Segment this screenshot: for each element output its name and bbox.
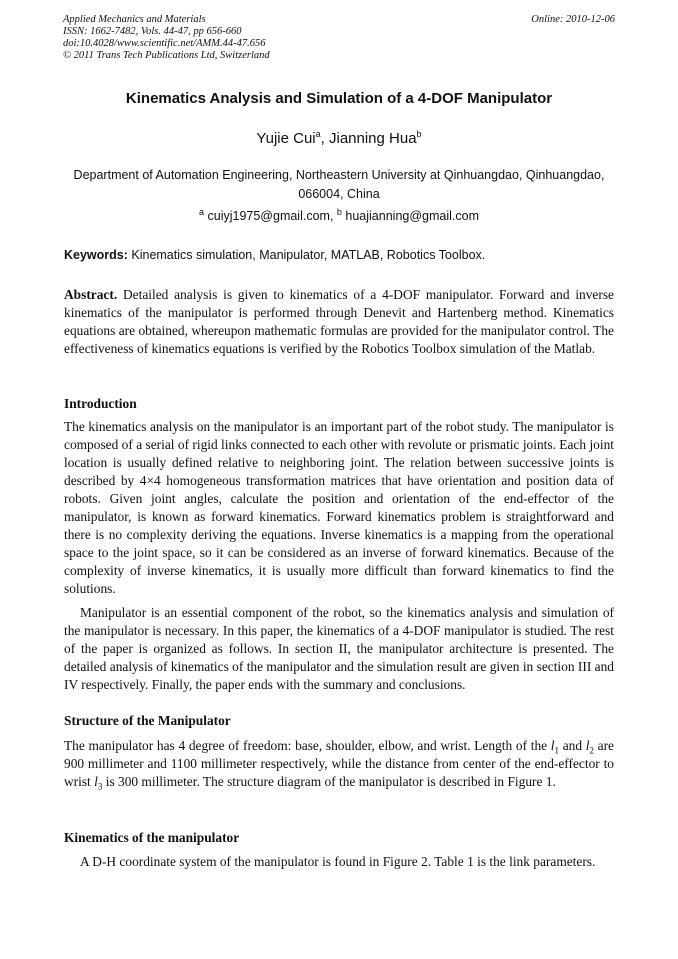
author-name: Jianning Hua: [328, 130, 417, 147]
subscript: 3: [97, 781, 103, 792]
abstract-text: Detailed analysis is given to kinematics of a 4-DOF manipulator. Forward and inverse kinematics of the manipulator is performed through Denevit and Hartenberg method. Kinematics equations are obtained, whereupon mathematic formulas are provided for the manipulator control. The effectiveness of kinematics equations is verified by the Robotics Toolbox simulation of the Matlab.: [64, 287, 614, 356]
affiliation: Department of Automation Engineering, Northeastern University at Qinhuangdao, Qinhuangdao, 066004, China: [73, 168, 605, 201]
variable-l: l: [94, 774, 98, 789]
section-heading-kinematics: Kinematics of the manipulator: [64, 830, 240, 845]
author-affiliation-mark: b: [416, 129, 422, 139]
keywords-text: Kinematics simulation, Manipulator, MATLAB, Robotics Toolbox.: [127, 248, 486, 262]
introduction-paragraph: Manipulator is an essential component of the robot, so the kinematics analysis and simulation of the manipulator is necessary. In this paper, the kinematics of a 4-DOF manipulator is studied. The rest of the paper is organized as follows. In section II, the manipulator architecture is presented. The detailed analysis of kinematics of the manipulator and the simulation result are given in section III and IV respectively. Finally, the paper ends with the summary and conclusions.: [64, 605, 614, 692]
abstract: [64, 286, 614, 358]
author-affiliation-mark: a: [315, 129, 321, 139]
online-date: Online: 2010-12-06: [531, 14, 615, 25]
author-name: Yujie Cui: [256, 130, 316, 147]
variable-l: l: [550, 738, 555, 753]
publication-header: [63, 14, 615, 62]
structure-text: and: [559, 738, 586, 753]
variable-l: l: [585, 738, 590, 753]
subscript: 1: [554, 745, 560, 756]
subscript: 2: [589, 745, 594, 756]
abstract-label: Abstract.: [64, 287, 118, 302]
journal-name: Applied Mechanics and Materials: [63, 14, 206, 25]
section-heading-structure: Structure of the Manipulator: [64, 713, 231, 728]
keywords-label: Keywords:: [64, 248, 128, 262]
email-mark: a: [199, 206, 205, 217]
structure-text: The manipulator has 4 degree of freedom: base, shoulder, elbow, and wrist. Length of the: [64, 738, 551, 753]
structure-paragraph: [64, 737, 614, 791]
structure-text: is 300 millimeter. The structure diagram of the manipulator is described in Figure 1.: [102, 774, 556, 789]
issn-line: ISSN: 1662-7482, Vols. 44-47, pp 656-660: [63, 26, 242, 37]
kinematics-paragraph: A D-H coordinate system of the manipulator is found in Figure 2. Table 1 is the link parameters.: [80, 854, 596, 869]
email-mark: b: [336, 206, 342, 217]
section-heading-introduction: Introduction: [64, 396, 137, 411]
doi-line: doi:10.4028/www.scientific.net/AMM.44-47.656: [63, 38, 266, 49]
email-address: cuiyj1975@gmail.com,: [204, 209, 337, 223]
email-address: huajianning@gmail.com: [341, 209, 479, 223]
keywords: [64, 248, 616, 262]
copyright-line: © 2011 Trans Tech Publications Ltd, Switzerland: [63, 50, 270, 61]
introduction-paragraph: The kinematics analysis on the manipulator is an important part of the robot study. The manipulator is composed of a serial of rigid links connected to each other with revolute or prismatic joints. Each joint location is usually defined relative to neighboring joint. The relation between successive joints is described by 4×4 homogeneous transformation matrices that have orientation and position data of robots. Given joint angles, calculate the position and orientation of the end-effector of the manipulator, is known as forward kinematics. Forward kinematics problem is straightforward and there is no complexity deriving the equations. Inverse kinematics is a mapping from the operational space to the joint space, so it can be considered as an inverse of forward kinematics. Because of the complexity of inverse kinematics, it is usually more difficult than forward kinematics to find the solutions.: [64, 419, 614, 596]
author-list: [0, 130, 678, 147]
structure-text: are 900 millimeter and 1100 millimeter respectively, while the distance from center of the end-effector to wrist: [64, 738, 615, 789]
author-separator: ,: [320, 130, 329, 147]
paper-title: Kinematics Analysis and Simulation of a 4-DOF Manipulator: [125, 90, 553, 107]
author-emails: [0, 206, 678, 223]
